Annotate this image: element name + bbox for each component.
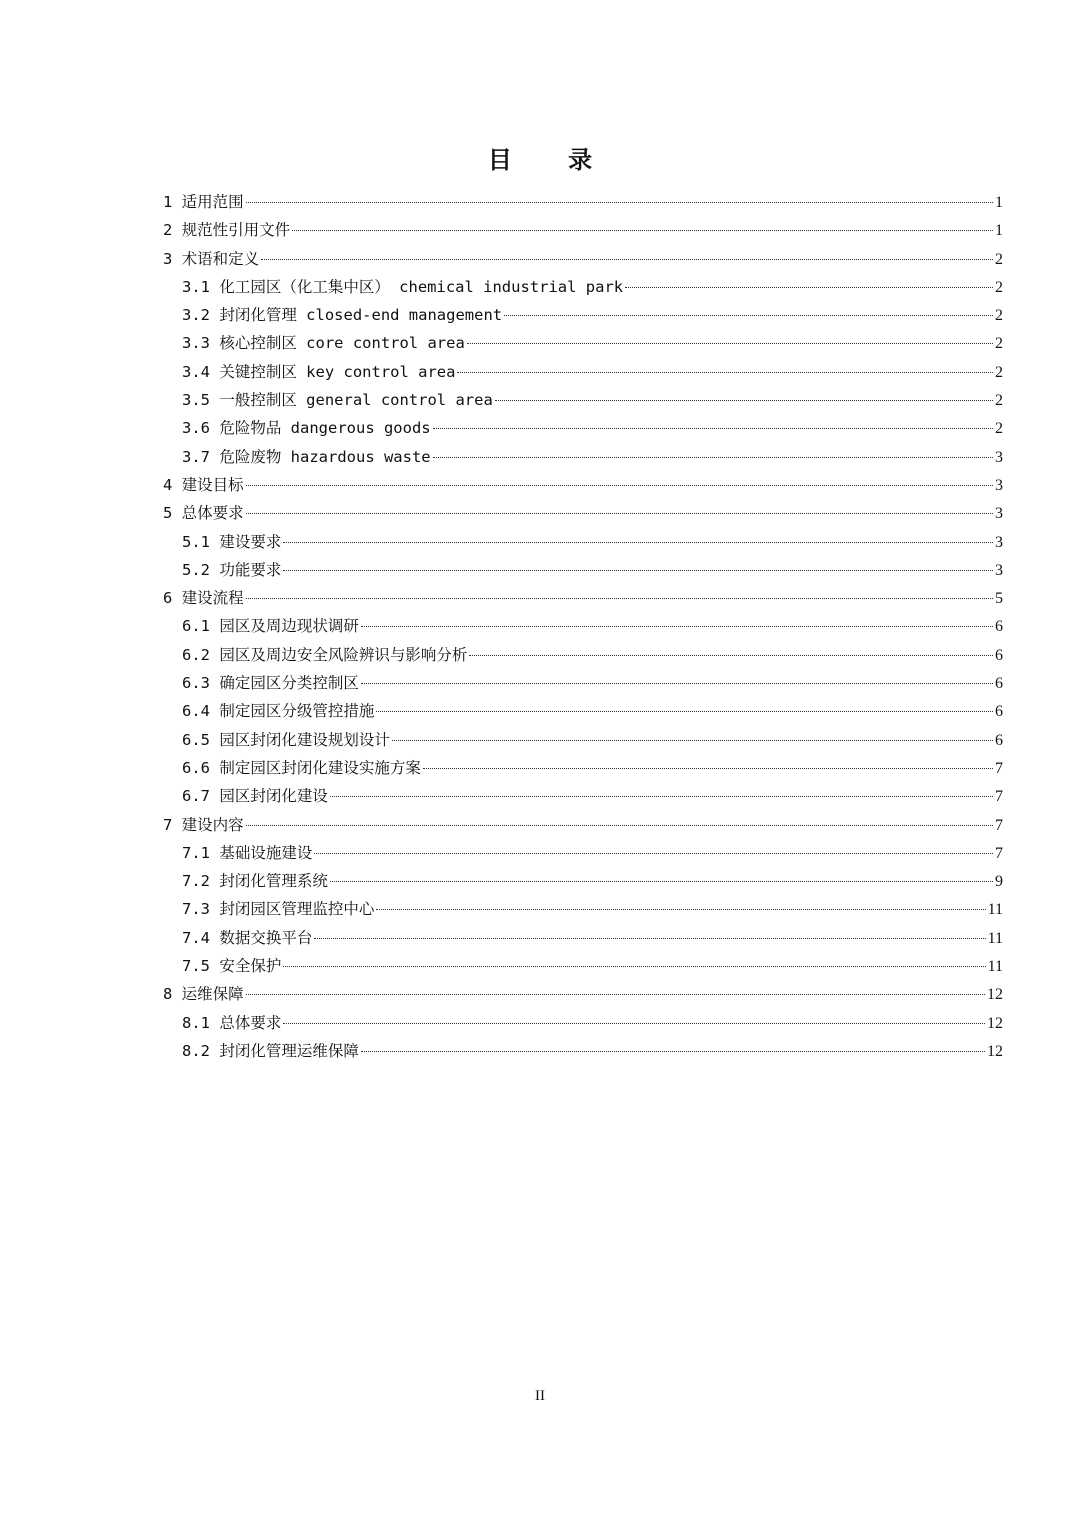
toc-dot-leader xyxy=(376,711,993,712)
toc-entry-page: 3 xyxy=(995,505,1003,523)
toc-entry[interactable] xyxy=(163,216,1003,244)
toc-entry-page: 2 xyxy=(995,392,1003,410)
toc-entry[interactable] xyxy=(163,584,1003,612)
toc-entry-page: 6 xyxy=(995,646,1003,664)
toc-dot-leader xyxy=(246,825,993,826)
toc-entry[interactable] xyxy=(163,952,1003,980)
toc-entry-page: 2 xyxy=(995,363,1003,381)
toc-entry-label: 6.4 制定园区分级管控措施 xyxy=(182,702,375,721)
toc-entry[interactable] xyxy=(163,386,1003,414)
toc-entry-page: 5 xyxy=(995,590,1003,608)
toc-dot-leader xyxy=(361,683,993,684)
toc-dot-leader xyxy=(392,740,993,741)
toc-entry[interactable] xyxy=(163,273,1003,301)
toc-entry[interactable] xyxy=(163,358,1003,386)
toc-entry-page: 12 xyxy=(987,1042,1003,1060)
table-of-contents xyxy=(163,188,1003,1065)
toc-entry-page: 2 xyxy=(995,420,1003,438)
toc-dot-leader xyxy=(625,287,993,288)
toc-entry-page: 7 xyxy=(995,816,1003,834)
toc-entry-page: 6 xyxy=(995,731,1003,749)
toc-dot-leader xyxy=(314,938,985,939)
toc-entry[interactable] xyxy=(163,811,1003,839)
toc-dot-leader xyxy=(330,881,993,882)
toc-entry-label: 3.5 一般控制区 general control area xyxy=(182,391,493,410)
toc-entry-label: 5.2 功能要求 xyxy=(182,560,282,579)
toc-entry-label: 7.1 基础设施建设 xyxy=(182,843,313,862)
toc-dot-leader xyxy=(469,655,993,656)
footer-page-number: II xyxy=(535,1388,545,1404)
toc-entry[interactable] xyxy=(163,471,1003,499)
toc-entry-page: 2 xyxy=(995,335,1003,353)
toc-entry-page: 3 xyxy=(995,448,1003,466)
toc-entry[interactable] xyxy=(163,499,1003,527)
toc-entry[interactable] xyxy=(163,839,1003,867)
toc-entry[interactable] xyxy=(163,980,1003,1008)
toc-entry-label: 3.2 封闭化管理 closed-end management xyxy=(182,306,503,325)
toc-entry-label: 8 运维保障 xyxy=(163,985,244,1004)
toc-dot-leader xyxy=(457,372,993,373)
toc-dot-leader xyxy=(246,202,993,203)
toc-entry-label: 7.3 封闭园区管理监控中心 xyxy=(182,900,375,919)
toc-entry-label: 7 建设内容 xyxy=(163,815,244,834)
toc-entry-label: 3.4 关键控制区 key control area xyxy=(182,362,456,381)
toc-entry[interactable] xyxy=(163,924,1003,952)
toc-dot-leader xyxy=(246,485,993,486)
toc-entry[interactable] xyxy=(163,556,1003,584)
toc-entry[interactable] xyxy=(163,245,1003,273)
toc-entry-label: 7.5 安全保护 xyxy=(182,957,282,976)
toc-dot-leader xyxy=(376,909,985,910)
toc-entry-label: 2 规范性引用文件 xyxy=(163,221,291,240)
toc-dot-leader xyxy=(283,542,993,543)
toc-entry[interactable] xyxy=(163,414,1003,442)
toc-dot-leader xyxy=(495,400,993,401)
toc-entry-page: 2 xyxy=(995,307,1003,325)
toc-entry[interactable] xyxy=(163,669,1003,697)
toc-entry[interactable] xyxy=(163,754,1003,782)
toc-entry-page: 9 xyxy=(995,873,1003,891)
toc-entry-page: 7 xyxy=(995,759,1003,777)
toc-entry[interactable] xyxy=(163,443,1003,471)
toc-entry-label: 3.1 化工园区（化工集中区） chemical industrial park xyxy=(182,277,624,296)
toc-entry-page: 2 xyxy=(995,278,1003,296)
toc-entry[interactable] xyxy=(163,867,1003,895)
toc-entry-page: 11 xyxy=(987,929,1003,947)
toc-entry[interactable] xyxy=(163,1009,1003,1037)
toc-dot-leader xyxy=(504,315,993,316)
toc-entry-label: 6.5 园区封闭化建设规划设计 xyxy=(182,730,390,749)
toc-entry-page: 7 xyxy=(995,788,1003,806)
toc-entry-label: 6 建设流程 xyxy=(163,589,244,608)
toc-entry-label: 5 总体要求 xyxy=(163,504,244,523)
toc-entry[interactable] xyxy=(163,782,1003,810)
toc-entry-page: 3 xyxy=(995,561,1003,579)
toc-entry-label: 8.1 总体要求 xyxy=(182,1013,282,1032)
toc-entry-page: 3 xyxy=(995,533,1003,551)
toc-entry-page: 11 xyxy=(987,958,1003,976)
toc-entry[interactable] xyxy=(163,895,1003,923)
toc-entry-label: 5.1 建设要求 xyxy=(182,532,282,551)
toc-entry-page: 6 xyxy=(995,618,1003,636)
toc-entry-label: 7.4 数据交换平台 xyxy=(182,928,313,947)
toc-entry-label: 3.7 危险废物 hazardous waste xyxy=(182,447,431,466)
toc-entry-label: 3.6 危险物品 dangerous goods xyxy=(182,419,431,438)
toc-entry-label: 7.2 封闭化管理系统 xyxy=(182,872,328,891)
toc-entry-page: 1 xyxy=(995,222,1003,240)
toc-dot-leader xyxy=(283,570,993,571)
toc-entry-label: 4 建设目标 xyxy=(163,475,244,494)
toc-entry-label: 6.7 园区封闭化建设 xyxy=(182,787,328,806)
toc-dot-leader xyxy=(314,853,993,854)
toc-entry-page: 11 xyxy=(987,901,1003,919)
toc-dot-leader xyxy=(423,768,993,769)
toc-entry-label: 3.3 核心控制区 core control area xyxy=(182,334,465,353)
toc-dot-leader xyxy=(283,1023,985,1024)
toc-entry-label: 6.1 园区及周边现状调研 xyxy=(182,617,359,636)
toc-dot-leader xyxy=(433,428,993,429)
toc-entry-label: 6.3 确定园区分类控制区 xyxy=(182,674,359,693)
toc-entry-page: 2 xyxy=(995,250,1003,268)
toc-entry[interactable] xyxy=(163,697,1003,725)
toc-entry[interactable] xyxy=(163,301,1003,329)
toc-entry-label: 6.6 制定园区封闭化建设实施方案 xyxy=(182,758,421,777)
toc-dot-leader xyxy=(261,259,993,260)
toc-entry-page: 3 xyxy=(995,476,1003,494)
toc-entry[interactable] xyxy=(163,612,1003,640)
toc-entry[interactable] xyxy=(163,726,1003,754)
page-title: 目 录 xyxy=(487,146,617,174)
toc-dot-leader xyxy=(361,1051,985,1052)
toc-entry-label: 6.2 园区及周边安全风险辨识与影响分析 xyxy=(182,645,468,664)
toc-dot-leader xyxy=(467,343,993,344)
toc-entry[interactable] xyxy=(163,1037,1003,1065)
toc-entry-page: 1 xyxy=(995,194,1003,211)
toc-entry-label: 8.2 封闭化管理运维保障 xyxy=(182,1041,359,1060)
toc-entry[interactable] xyxy=(163,528,1003,556)
toc-dot-leader xyxy=(283,966,985,967)
toc-entry-page: 6 xyxy=(995,703,1003,721)
toc-entry-page: 6 xyxy=(995,675,1003,693)
toc-dot-leader xyxy=(292,230,993,231)
toc-entry[interactable] xyxy=(163,329,1003,357)
toc-entry-page: 12 xyxy=(987,1014,1003,1032)
toc-dot-leader xyxy=(246,994,985,995)
toc-entry-label: 1 适用范围 xyxy=(163,193,244,211)
toc-entry-label: 3 术语和定义 xyxy=(163,249,260,268)
toc-entry-page: 7 xyxy=(995,844,1003,862)
toc-dot-leader xyxy=(246,598,993,599)
toc-dot-leader xyxy=(433,457,993,458)
toc-dot-leader xyxy=(330,796,993,797)
toc-entry[interactable] xyxy=(163,641,1003,669)
toc-dot-leader xyxy=(246,513,993,514)
toc-dot-leader xyxy=(361,626,993,627)
toc-entry[interactable] xyxy=(163,188,1003,216)
toc-entry-page: 12 xyxy=(987,986,1003,1004)
